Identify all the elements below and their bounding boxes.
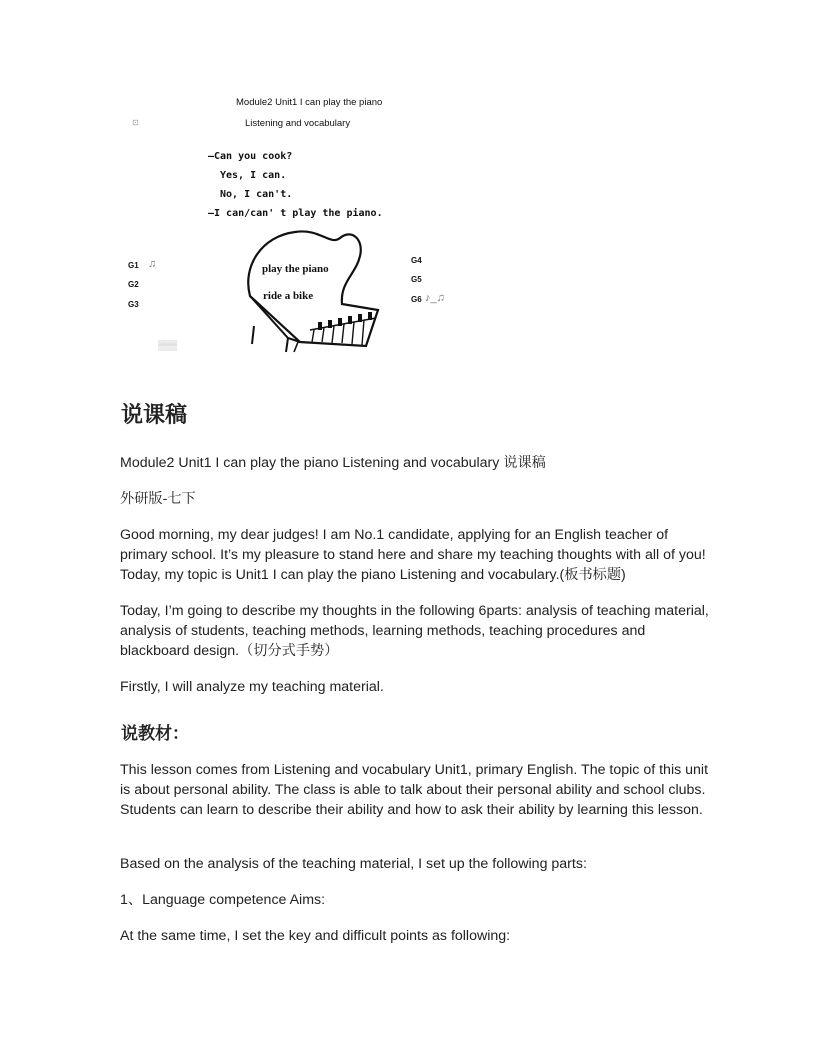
section-heading: 说教材：	[121, 724, 189, 744]
group-label: G6	[411, 295, 422, 304]
board-title: Module2 Unit1 I can play the piano	[236, 97, 383, 108]
board-dialog-line: —I can/can' t play the piano.	[208, 208, 383, 219]
group-label: G1	[128, 261, 139, 270]
paragraph-firstly: Firstly, I will analyze my teaching material.	[120, 679, 384, 695]
page-title: 说课稿	[121, 403, 188, 428]
blackboard-design-image	[120, 88, 480, 358]
board-subtitle: Listening and vocabulary	[245, 118, 351, 129]
paragraph-parts: Today, I’m going to describe my thoughts in the following 6parts: analysis of teaching material, analysis of students, teaching methods, learning methods, teaching procedures and blackboard design.（切分式手势）	[120, 603, 709, 659]
paragraph-based-on: Based on the analysis of the teaching material, I set up the following parts:	[120, 856, 587, 872]
paragraph-intro: Good morning, my dear judges! I am No.1 candidate, applying for an English teacher of primary school. It’s my pleasure to stand here and share my teaching thoughts with all of you! Today, my topic is Unit1 I can play the piano Listening and vocabulary.(板书标题)	[120, 527, 706, 583]
group-label: G2	[128, 280, 139, 289]
board-dialog-line: No, I can't.	[220, 189, 293, 200]
paragraph-key-points: At the same time, I set the key and difficult points as following:	[120, 928, 511, 944]
paragraph-material: This lesson comes from Listening and vocabulary Unit1, primary English. The topic of this unit is about personal ability. The class is able to talk about their personal ability and school clubs. Students can learn to describe their ability and how to ask their ability by learning this lesson.	[120, 762, 709, 818]
group-label: G5	[411, 275, 422, 284]
paragraph-aims: 1、Language competence Aims:	[120, 892, 326, 908]
edition-line: 外研版-七下	[120, 491, 196, 507]
group-label: G3	[128, 300, 139, 309]
board-dialog-line: Yes, I can.	[220, 170, 287, 181]
smudge-mark: ▒▒▒	[158, 340, 178, 350]
piano-label: play the piano	[262, 263, 329, 275]
piano-label: ride a bike	[263, 290, 314, 302]
music-note-icon: ♪_♫	[425, 292, 445, 304]
cursor-icon: ⊡	[132, 118, 139, 127]
title-line: Module2 Unit1 I can play the piano Listening and vocabulary 说课稿	[120, 455, 546, 471]
group-label: G4	[411, 256, 422, 265]
board-dialog-line: —Can you cook?	[208, 151, 293, 162]
music-note-icon: ♫	[148, 258, 157, 270]
